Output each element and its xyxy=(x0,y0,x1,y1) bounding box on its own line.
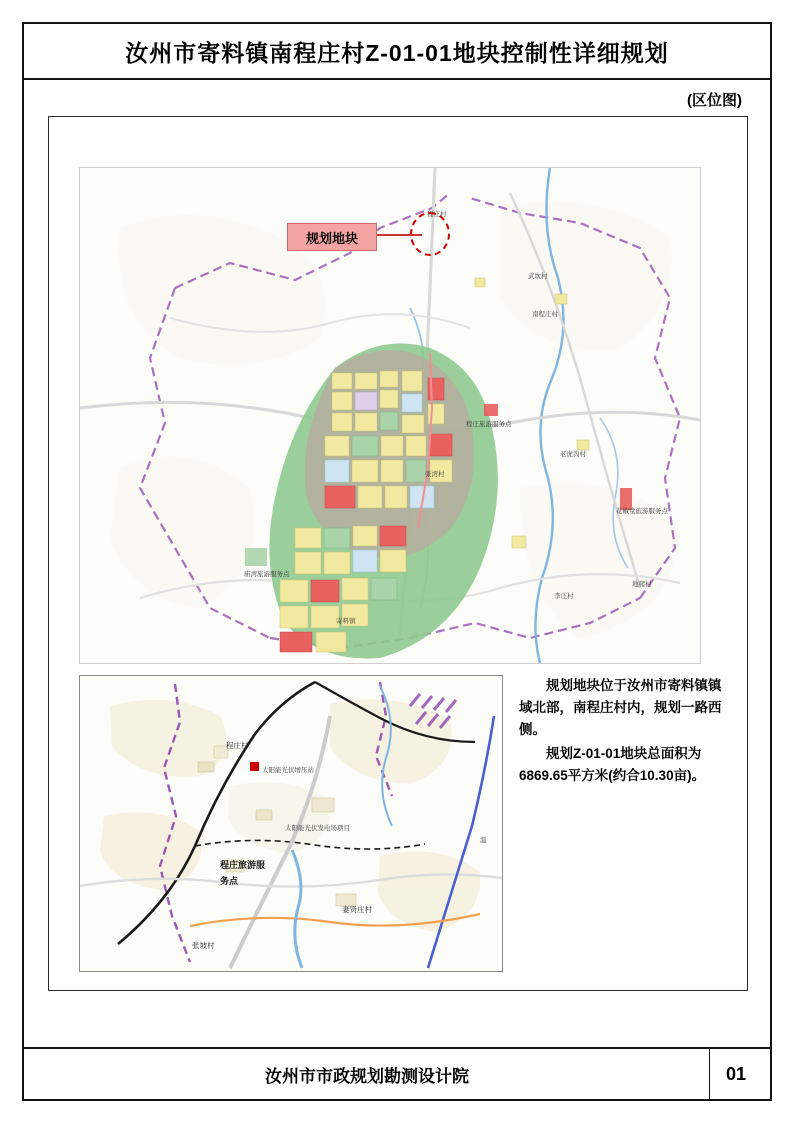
page-title: 汝州市寄料镇南程庄村Z-01-01地块控制性详细规划 xyxy=(125,39,669,66)
map-label: 张坡村 xyxy=(192,941,215,950)
map-label: 妻贤庄村 xyxy=(342,905,372,914)
page-frame xyxy=(22,22,772,1101)
map-label: 程庄村 xyxy=(427,211,447,218)
regional-map-graphic xyxy=(80,168,700,663)
page-number: 01 xyxy=(725,1063,746,1084)
regional-location-map[interactable] xyxy=(79,167,701,664)
detail-map-graphic xyxy=(80,676,502,971)
map-label: 武坎村 xyxy=(528,273,548,280)
map-label: 寄料镇 xyxy=(336,618,356,625)
map-label: 太阳能光伏发电场项目 xyxy=(285,825,350,832)
description-line-1: 规划地块位于汝州市寄料镇镇域北部，南程庄村内，规划一路西侧。 xyxy=(519,678,722,737)
map-label: 太阳能光伏增压站 xyxy=(262,767,314,774)
footer-bar xyxy=(24,1047,770,1099)
map-label: 老虎沟村 xyxy=(560,451,586,458)
institute-name: 汝州市市政规划勘测设计院 xyxy=(265,1066,469,1086)
map-label: 务点 xyxy=(220,876,239,886)
callout-label: 规划地块 xyxy=(305,230,358,246)
map-label: 程庄旅游服 xyxy=(220,860,266,870)
callout-leader-line xyxy=(375,234,422,236)
map-label: 庙湾旅游服务点 xyxy=(244,571,290,578)
description-block xyxy=(519,675,729,789)
map-label: 地爬村 xyxy=(632,581,652,588)
map-label: 程庄村 xyxy=(226,741,249,750)
subtitle-row xyxy=(24,82,770,116)
detail-location-map[interactable] xyxy=(79,675,503,972)
subtitle-label: (区位图) xyxy=(687,91,742,109)
map-label: 花椒堂旅游服务点 xyxy=(616,508,668,515)
map-label: 李庄村 xyxy=(554,593,574,600)
map-label: 南程庄村 xyxy=(532,311,558,318)
footer-divider xyxy=(709,1049,710,1099)
map-label: 程庄旅游服务点 xyxy=(466,421,512,428)
planning-site-callout xyxy=(287,223,377,251)
title-bar xyxy=(24,24,770,80)
description-line-2: 规划Z-01-01地块总面积为6869.65平方米(约合10.30亩)。 xyxy=(519,746,706,783)
map-label: 温 xyxy=(480,837,487,844)
content-panel xyxy=(48,116,748,991)
map-label: 张湾村 xyxy=(425,471,445,478)
